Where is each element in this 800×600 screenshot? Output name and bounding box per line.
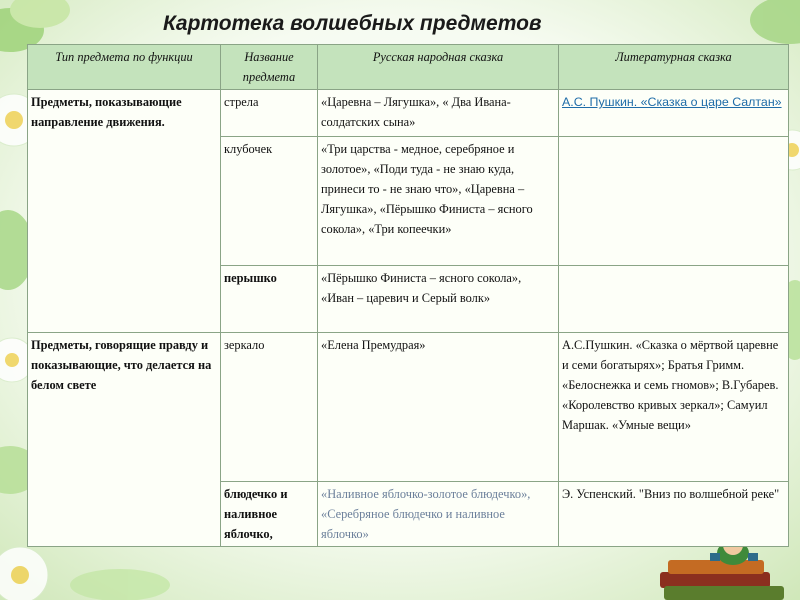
magic-items-table bbox=[27, 44, 789, 547]
folk-tale-cell: «Елена Премудрая» bbox=[318, 333, 559, 482]
type-cell-direction: Предметы, показывающие направление движения. bbox=[28, 90, 221, 333]
header-item-name: Название предмета bbox=[221, 45, 318, 90]
literary-tale-cell: Э. Успенский. "Вниз по волшебной реке" bbox=[559, 482, 789, 547]
table-header-row bbox=[28, 45, 789, 90]
folk-tale-cell: «Пёрышко Финиста – ясного сокола», «Иван – царевич и Серый волк» bbox=[318, 266, 559, 333]
item-name-cell: перышко bbox=[221, 266, 318, 333]
header-item-type: Тип предмета по функции bbox=[28, 45, 221, 90]
literary-tale-cell: А.С.Пушкин. «Сказка о мёртвой царевне и семи богатырях»; Братья Гримм. «Белоснежка и семь гномов»; В.Губарев. «Королевство кривых зеркал»; Самуил Маршак. «Умные вещи» bbox=[559, 333, 789, 482]
item-name-cell: блюдечко и наливное яблочко, bbox=[221, 482, 318, 547]
folk-tale-cell: «Царевна – Лягушка», « Два Ивана-солдатских сына» bbox=[318, 90, 559, 137]
literary-tale-link[interactable]: А.С. Пушкин. «Сказка о царе Салтан» bbox=[559, 90, 789, 137]
folk-tale-cell: «Наливное яблочко-золотое блюдечко», «Серебряное блюдечко и наливное яблочко» bbox=[318, 482, 559, 547]
item-name-cell: клубочек bbox=[221, 137, 318, 266]
page-title: Картотека волшебных предметов bbox=[163, 12, 542, 35]
literary-tale-cell bbox=[559, 137, 789, 266]
literary-tale-cell bbox=[559, 266, 789, 333]
header-literary-tale: Литературная сказка bbox=[559, 45, 789, 90]
header-folk-tale: Русская народная сказка bbox=[318, 45, 559, 90]
table-row bbox=[28, 90, 789, 137]
table-row bbox=[28, 333, 789, 482]
type-cell-truth: Предметы, говорящие правду и показывающие, что делается на белом свете bbox=[28, 333, 221, 547]
item-name-cell: зеркало bbox=[221, 333, 318, 482]
folk-tale-cell: «Три царства - медное, серебряное и золотое», «Поди туда - не знаю куда, принеси то - не знаю что», «Царевна – Лягушка», «Пёрышко Финиста – ясного сокола», «Три копеечки» bbox=[318, 137, 559, 266]
item-name-cell: стрела bbox=[221, 90, 318, 137]
